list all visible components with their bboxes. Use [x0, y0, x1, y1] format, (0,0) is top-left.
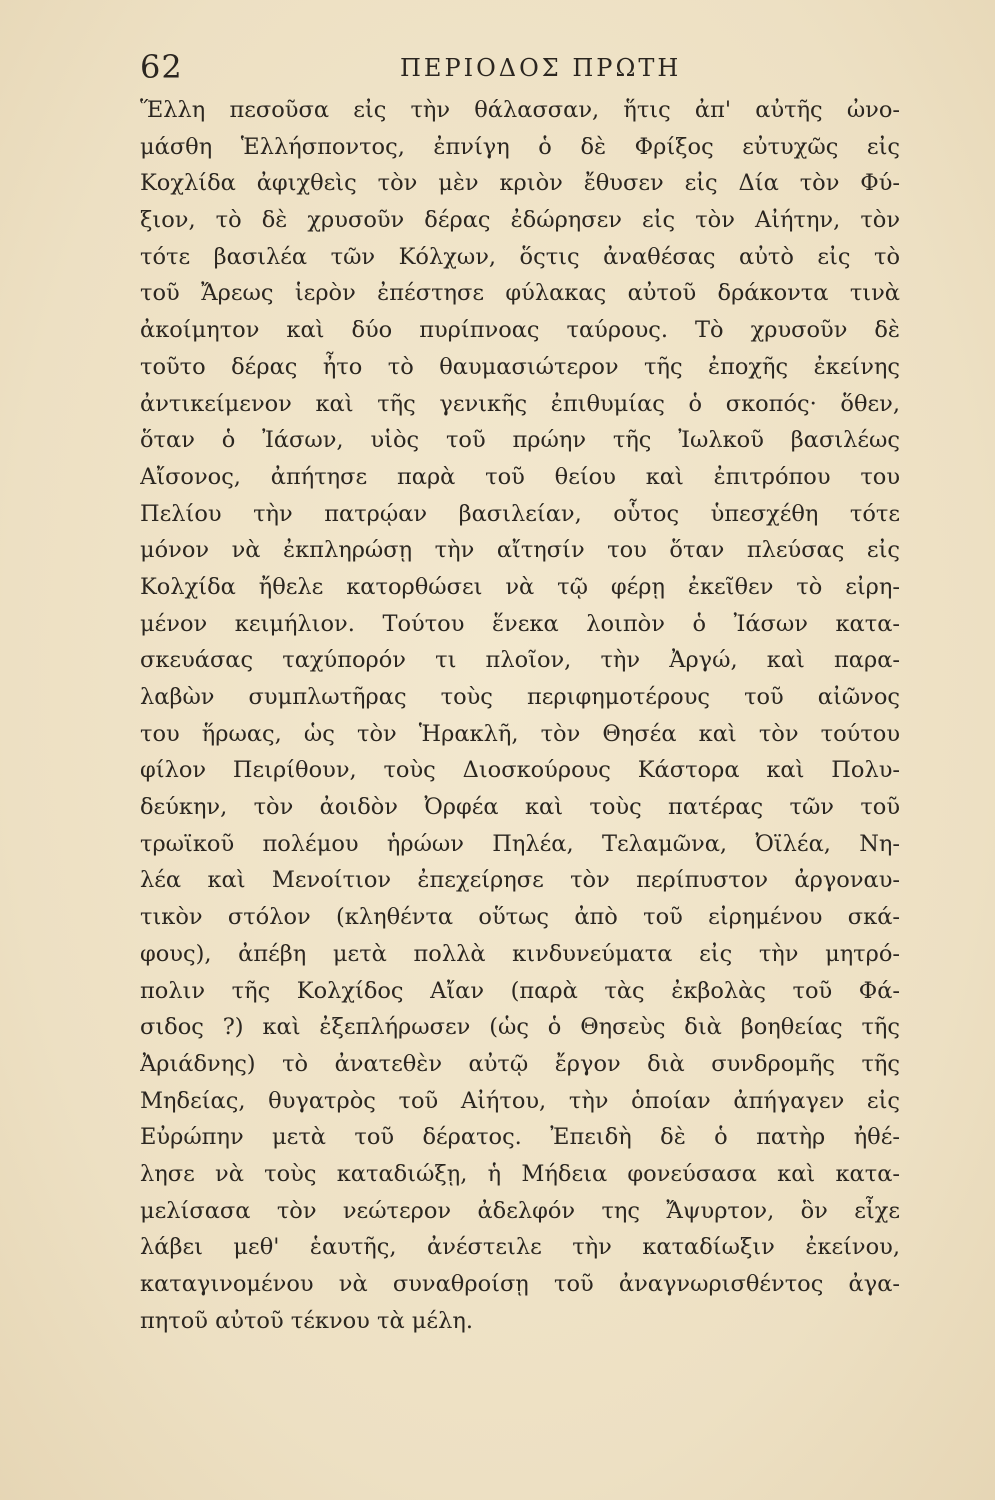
text-line: σκευάσας ταχύπορόν τι πλοῖον, τὴν Ἀργώ, καὶ παρα- — [140, 647, 900, 674]
text-line: τότε βασιλέα τῶν Κόλχων, ὅςτις ἀναθέσας αὐτὸ εἰς τὸ — [140, 243, 900, 270]
text-line: πητοῦ αὐτοῦ τέκνου τὰ μέλη. — [140, 1307, 473, 1334]
text-line: ἀκοίμητον καὶ δύο πυρίπνοας ταύρους. Τὸ χρυσοῦν δὲ — [140, 317, 900, 344]
text-line: Αἴσονος, ἀπήτησε παρὰ τοῦ θείου καὶ ἐπιτρόπου του — [140, 463, 900, 490]
body-text — [140, 92, 900, 1339]
text-line: μάσθη Ἑλλήσποντος, ἐπνίγη ὁ δὲ Φρίξος εὐτυχῶς εἰς — [140, 133, 900, 160]
text-line: φους), ἀπέβη μετὰ πολλὰ κινδυνεύματα εἰς τὴν μητρό- — [140, 940, 900, 967]
text-line: λαβὼν συμπλωτῆρας τοὺς περιφημοτέρους τοῦ αἰῶνος — [140, 684, 900, 710]
text-line: ξιον, τὸ δὲ χρυσοῦν δέρας ἐδώρησεν εἰς τὸν Αἰήτην, τὸν — [140, 207, 900, 234]
text-line: δεύκην, τὸν ἀοιδὸν Ὀρφέα καὶ τοὺς πατέρας τῶν τοῦ — [140, 794, 900, 821]
text-line: μελίσασα τὸν νεώτερον ἀδελφόν της Ἄψυρτον, ὃν εἶχε — [140, 1197, 900, 1224]
text-line: Ἀριάδνης) τὸ ἀνατεθὲν αὐτῷ ἔργον διὰ συνδρομῆς τῆς — [140, 1050, 900, 1077]
text-line: τικὸν στόλον (κληθέντα οὕτως ἀπὸ τοῦ εἰρημένου σκά- — [140, 904, 900, 931]
text-line: φίλον Πειρίθουν, τοὺς Διοσκούρους Κάστορα καὶ Πολυ- — [140, 757, 900, 784]
page-header — [140, 48, 895, 98]
text-line: τοῦτο δέρας ἦτο τὸ θαυμασιώτερον τῆς ἐποχῆς ἐκείνης — [140, 353, 900, 380]
page-number: 62 — [140, 48, 183, 86]
text-line: τοῦ Ἄρεως ἱερὸν ἐπέστησε φύλακας αὐτοῦ δράκοντα τινὰ — [140, 280, 900, 307]
text-line: του ἥρωας, ὡς τὸν Ἡρακλῆ, τὸν Θησέα καὶ τὸν τούτου — [140, 720, 900, 747]
text-line: λέα καὶ Μενοίτιον ἐπεχείρησε τὸν περίπυστον ἀργοναυ- — [140, 867, 900, 894]
text-line: Κοχλίδα ἀφιχθεὶς τὸν μὲν κριὸν ἔθυσεν εἰς Δία τὸν Φύ- — [140, 170, 900, 197]
text-line: Πελίου τὴν πατρῴαν βασιλείαν, οὗτος ὑπεσχέθη τότε — [140, 500, 900, 527]
text-line: Μηδείας, θυγατρὸς τοῦ Αἰήτου, τὴν ὁποίαν ἀπήγαγεν εἰς — [140, 1087, 900, 1114]
text-line: Εὐρώπην μετὰ τοῦ δέρατος. Ἐπειδὴ δὲ ὁ πατὴρ ἠθέ- — [140, 1124, 900, 1151]
text-line: ἀντικείμενον καὶ τῆς γενικῆς ἐπιθυμίας ὁ σκοπός· ὅθεν, — [140, 390, 900, 417]
text-line: μένον κειμήλιον. Τούτου ἕνεκα λοιπὸν ὁ Ἰάσων κατα- — [140, 610, 900, 637]
text-line: μόνον νὰ ἐκπληρώσῃ τὴν αἴτησίν του ὅταν πλεύσας εἰς — [140, 537, 900, 564]
text-line: καταγινομένου νὰ συναθροίσῃ τοῦ ἀναγνωρισθέντος ἀγα- — [140, 1271, 900, 1297]
text-line: λάβει μεθ' ἑαυτῆς, ἀνέστειλε τὴν καταδίωξιν ἐκείνου, — [140, 1234, 900, 1261]
text-line: πολιν τῆς Κολχίδος Αἴαν (παρὰ τὰς ἐκβολὰς τοῦ Φά- — [140, 977, 900, 1004]
text-line: Κολχίδα ἤθελε κατορθώσει νὰ τῷ φέρῃ ἐκεῖθεν τὸ εἰρη- — [140, 573, 900, 600]
text-line: σιδος ?) καὶ ἐξεπλήρωσεν (ὡς ὁ Θησεὺς διὰ βοηθείας τῆς — [140, 1014, 900, 1041]
text-line: Ἕλλη πεσοῦσα εἰς τὴν θάλασσαν, ἥτις ἀπ' αὐτῆς ὠνο- — [140, 97, 900, 123]
text-line: λησε νὰ τοὺς καταδιώξῃ, ἡ Μήδεια φονεύσασα καὶ κατα- — [140, 1160, 900, 1187]
text-line: τρωϊκοῦ πολέμου ἡρώων Πηλέα, Τελαμῶνα, Ὀϊλέα, Νη- — [140, 830, 900, 857]
running-title: ΠΕΡΙΟΔΟΣ ΠΡΩΤΗ — [400, 54, 682, 82]
text-line: ὅταν ὁ Ἰάσων, υἱὸς τοῦ πρώην τῆς Ἰωλκοῦ βασιλέως — [140, 427, 900, 454]
